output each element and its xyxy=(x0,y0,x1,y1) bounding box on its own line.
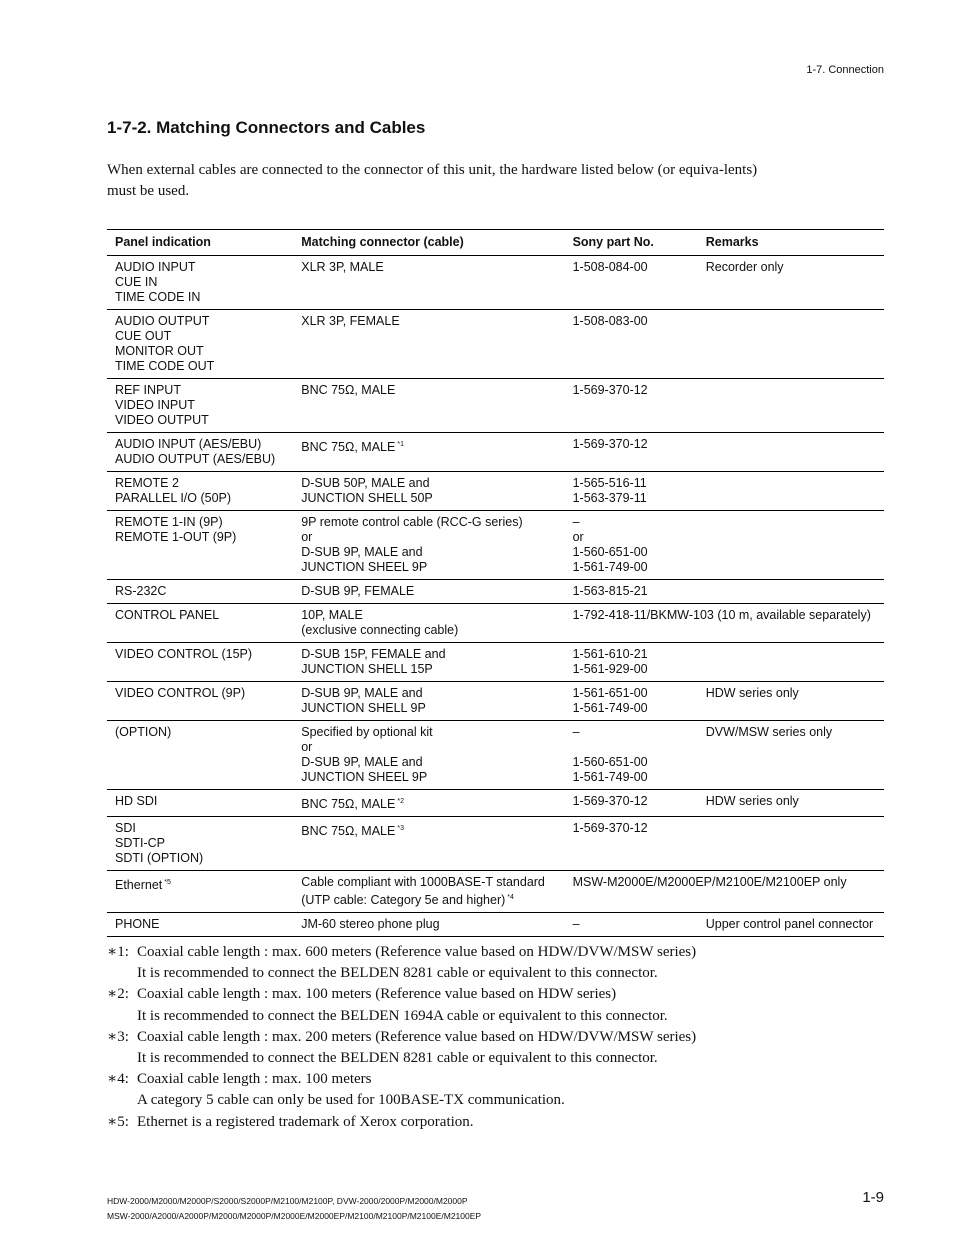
footnote-text: Ethernet is a registered trademark of Xerox corporation. xyxy=(137,1113,474,1130)
table-body xyxy=(107,256,884,937)
cell-matching-connector xyxy=(293,604,564,643)
table-row xyxy=(107,643,884,682)
cell-matching-connector xyxy=(293,379,564,433)
cell-part-number xyxy=(565,604,884,643)
cell-line-with-ref xyxy=(301,821,556,839)
cell-panel-indication xyxy=(107,511,293,580)
cell-line: JUNCTION SHEEL 9P xyxy=(301,770,428,784)
cell-line: CUE OUT xyxy=(115,329,172,343)
cell-part-number xyxy=(565,790,698,817)
cell-line: (UTP cable: Category 5e and higher) xyxy=(301,893,506,908)
cell-line: AUDIO INPUT xyxy=(115,260,196,274)
footnote-line xyxy=(107,1048,696,1069)
footnote-text: It is recommended to connect the BELDEN 8281 cable or equivalent to this connector. xyxy=(137,965,658,982)
cell-line: 1-563-379-11 xyxy=(572,491,647,505)
column-header-panel: Panel indication xyxy=(107,230,293,256)
cell-matching-connector xyxy=(293,871,564,913)
cell-line-with-ref xyxy=(301,794,556,812)
cell-line: BNC 75Ω, MALE xyxy=(301,440,396,455)
cell-remarks xyxy=(698,580,884,604)
table-row xyxy=(107,511,884,580)
table-row xyxy=(107,721,884,790)
cell-panel-indication xyxy=(107,817,293,871)
cell-remarks xyxy=(698,913,884,937)
cell-line: D-SUB 15P, FEMALE and xyxy=(301,647,446,661)
cell-matching-connector xyxy=(293,472,564,511)
cell-matching-connector xyxy=(293,433,564,472)
cell-part-number xyxy=(565,871,884,913)
cell-line: 1-569-370-12 xyxy=(572,437,648,451)
cell-line: (exclusive connecting cable) xyxy=(301,623,459,637)
cell-line: 1-569-370-12 xyxy=(572,794,648,808)
cell-matching-connector xyxy=(293,511,564,580)
cell-line: 1-563-815-21 xyxy=(572,584,648,598)
cell-part-number xyxy=(565,580,698,604)
cell-line: HDW series only xyxy=(705,794,799,808)
cell-part-number xyxy=(565,643,698,682)
footnote-line xyxy=(107,984,696,1005)
table-row xyxy=(107,256,884,310)
footnote-line xyxy=(107,1027,696,1048)
table-row xyxy=(107,472,884,511)
column-header-connector: Matching connector (cable) xyxy=(293,230,564,256)
cell-remarks xyxy=(698,472,884,511)
footnote-mark: ∗2: xyxy=(107,986,129,1003)
cell-part-number xyxy=(565,817,698,871)
cell-line: SDI xyxy=(115,821,136,836)
cell-remarks xyxy=(698,643,884,682)
cell-line: (OPTION) xyxy=(115,725,172,739)
cell-remarks xyxy=(698,817,884,871)
cell-line: 9P remote control cable (RCC-G series) xyxy=(301,515,523,529)
table-row xyxy=(107,913,884,937)
cell-line: 1-560-651-00 xyxy=(572,545,648,559)
cell-matching-connector xyxy=(293,913,564,937)
cell-matching-connector xyxy=(293,643,564,682)
footnote-reference: *1 xyxy=(397,441,404,448)
cell-line: HD SDI xyxy=(115,794,158,808)
cell-matching-connector xyxy=(293,790,564,817)
table-header-row xyxy=(107,230,884,256)
cell-line: Cable compliant with 1000BASE-T standard xyxy=(301,875,545,890)
cell-line-with-ref xyxy=(115,875,285,893)
cell-line: SDTI (OPTION) xyxy=(115,851,204,866)
cell-line: 1-508-083-00 xyxy=(572,314,648,328)
cell-line: PHONE xyxy=(115,917,160,932)
cell-line: – xyxy=(572,917,580,932)
cell-panel-indication xyxy=(107,790,293,817)
cell-line: 1-561-749-00 xyxy=(572,701,648,715)
table-row xyxy=(107,604,884,643)
cell-part-number xyxy=(565,433,698,472)
cell-panel-indication xyxy=(107,871,293,913)
running-head: 1-7. Connection xyxy=(806,64,884,76)
cell-line: JUNCTION SHELL 50P xyxy=(301,491,433,505)
footer-model-line: MSW-2000/A2000/A2000P/M2000/M2000P/M2000E/M2000EP/M2100/M2100P/M2100E/M2100EP xyxy=(107,1211,482,1221)
cell-line: 1-565-516-11 xyxy=(572,476,647,490)
table-row xyxy=(107,310,884,379)
footnote-mark: ∗5: xyxy=(107,1113,129,1130)
cell-line: REMOTE 1-OUT (9P) xyxy=(115,530,237,544)
footnote-text: It is recommended to connect the BELDEN 8281 cable or equivalent to this connector. xyxy=(137,1050,658,1067)
cell-line: BNC 75Ω, MALE xyxy=(301,824,396,839)
cell-line: CONTROL PANEL xyxy=(115,608,220,622)
cell-panel-indication xyxy=(107,913,293,937)
cell-panel-indication xyxy=(107,433,293,472)
footnote-mark xyxy=(107,1006,137,1027)
cell-remarks xyxy=(698,310,884,379)
cell-part-number xyxy=(565,682,698,721)
cell-line: Ethernet xyxy=(115,878,163,893)
cell-remarks xyxy=(698,379,884,433)
cell-line: 1-792-418-11/BKMW-103 (10 m, available separately) xyxy=(572,608,871,622)
cell-part-number xyxy=(565,913,698,937)
cell-line: VIDEO CONTROL (15P) xyxy=(115,647,253,661)
cell-line: D-SUB 9P, MALE and xyxy=(301,545,423,559)
cell-line: 1-569-370-12 xyxy=(572,821,648,836)
cell-line: VIDEO INPUT xyxy=(115,398,195,412)
cell-line: XLR 3P, MALE xyxy=(301,260,384,274)
footnote-line xyxy=(107,942,696,963)
cell-matching-connector xyxy=(293,817,564,871)
footnote-text: Coaxial cable length : max. 100 meters xyxy=(137,1071,372,1088)
cell-line: 1-508-084-00 xyxy=(572,260,648,274)
footnote-reference: *2 xyxy=(397,798,404,805)
cell-panel-indication xyxy=(107,310,293,379)
cell-part-number xyxy=(565,256,698,310)
footnote-line xyxy=(107,1112,696,1133)
footnote-line xyxy=(107,1090,696,1111)
table-row xyxy=(107,817,884,871)
footnote-reference: *4 xyxy=(507,894,514,902)
cell-matching-connector xyxy=(293,256,564,310)
footnote-mark xyxy=(107,963,137,984)
cell-panel-indication xyxy=(107,721,293,790)
cell-line: REMOTE 2 xyxy=(115,476,179,490)
footnote-mark: ∗4: xyxy=(107,1071,129,1088)
cell-matching-connector xyxy=(293,721,564,790)
cell-line: XLR 3P, FEMALE xyxy=(301,314,400,328)
cell-line: REMOTE 1-IN (9P) xyxy=(115,515,223,529)
table-row xyxy=(107,790,884,817)
cell-line: PARALLEL I/O (50P) xyxy=(115,491,232,505)
cell-remarks xyxy=(698,433,884,472)
cell-part-number xyxy=(565,511,698,580)
footnote-reference: *5 xyxy=(164,879,171,887)
cell-part-number xyxy=(565,310,698,379)
cell-part-number xyxy=(565,472,698,511)
cell-line: 1-561-749-00 xyxy=(572,560,648,574)
cell-matching-connector xyxy=(293,310,564,379)
footnote-mark: ∗3: xyxy=(107,1028,129,1045)
cell-line-with-ref xyxy=(301,890,556,908)
cell-line: 1-561-651-00 xyxy=(572,686,648,700)
footnote-reference: *3 xyxy=(397,825,404,833)
cell-panel-indication xyxy=(107,604,293,643)
footnote-line xyxy=(107,963,696,984)
footnotes xyxy=(107,942,696,1133)
cell-panel-indication xyxy=(107,472,293,511)
cell-panel-indication xyxy=(107,256,293,310)
cell-line: 1-561-749-00 xyxy=(572,770,648,784)
cell-line: or xyxy=(301,740,313,754)
cell-line: JUNCTION SHEEL 9P xyxy=(301,560,428,574)
cell-line: VIDEO OUTPUT xyxy=(115,413,209,427)
cell-panel-indication xyxy=(107,643,293,682)
cell-remarks xyxy=(698,682,884,721)
cell-line: TIME CODE IN xyxy=(115,290,201,304)
cell-line: VIDEO CONTROL (9P) xyxy=(115,686,246,700)
connector-table xyxy=(107,229,884,937)
cell-line: BNC 75Ω, MALE xyxy=(301,797,396,812)
cell-line: JUNCTION SHELL 9P xyxy=(301,701,426,715)
cell-line: MONITOR OUT xyxy=(115,344,204,358)
cell-line xyxy=(573,740,690,755)
table-row xyxy=(107,379,884,433)
cell-panel-indication xyxy=(107,379,293,433)
cell-line: AUDIO OUTPUT xyxy=(115,314,210,328)
column-header-part: Sony part No. xyxy=(565,230,698,256)
cell-line: Recorder only xyxy=(705,260,784,274)
cell-line: D-SUB 50P, MALE and xyxy=(301,476,430,490)
cell-line: CUE IN xyxy=(115,275,158,289)
intro-paragraph: When external cables are connected to the connector of this unit, the hardware listed below (or equiva-lents) must be used. xyxy=(107,162,758,199)
cell-line: D-SUB 9P, FEMALE xyxy=(301,584,415,598)
cell-matching-connector xyxy=(293,682,564,721)
cell-remarks xyxy=(698,511,884,580)
cell-line: – xyxy=(572,725,580,739)
cell-remarks xyxy=(698,721,884,790)
column-header-remarks: Remarks xyxy=(698,230,884,256)
footnote-text: Coaxial cable length : max. 100 meters (Reference value based on HDW series) xyxy=(137,986,617,1003)
cell-line: MSW-M2000E/M2000EP/M2100E/M2100EP only xyxy=(572,875,847,890)
footnote-mark xyxy=(107,1048,137,1069)
cell-line: BNC 75Ω, MALE xyxy=(301,383,396,397)
cell-line: 1-560-651-00 xyxy=(572,755,648,769)
cell-line: Specified by optional kit xyxy=(301,725,433,739)
footnote-text: A category 5 cable can only be used for 100BASE-TX communication. xyxy=(137,1092,565,1109)
cell-line: D-SUB 9P, MALE and xyxy=(301,755,423,769)
cell-line: or xyxy=(301,530,313,544)
cell-line: Upper control panel connector xyxy=(705,917,874,932)
cell-line: REF INPUT xyxy=(115,383,181,397)
page-number: 1-9 xyxy=(862,1189,884,1206)
cell-line: SDTI-CP xyxy=(115,836,165,851)
footnote-mark: ∗1: xyxy=(107,944,129,960)
table-row xyxy=(107,871,884,913)
cell-remarks xyxy=(698,790,884,817)
footnote-mark xyxy=(107,1090,137,1111)
footnote-text: Coaxial cable length : max. 600 meters (Reference value based on HDW/DVW/MSW series) xyxy=(137,944,697,960)
section-heading: 1-7-2. Matching Connectors and Cables xyxy=(107,118,426,137)
cell-part-number xyxy=(565,721,698,790)
cell-line: 10P, MALE xyxy=(301,608,363,622)
table-row xyxy=(107,682,884,721)
table-row xyxy=(107,433,884,472)
cell-panel-indication xyxy=(107,580,293,604)
table-row xyxy=(107,580,884,604)
cell-line: DVW/MSW series only xyxy=(705,725,833,739)
cell-line: – xyxy=(572,515,580,529)
cell-line: 1-561-929-00 xyxy=(572,662,648,676)
cell-matching-connector xyxy=(293,580,564,604)
cell-line: AUDIO INPUT (AES/EBU) xyxy=(115,437,262,451)
cell-line: D-SUB 9P, MALE and xyxy=(301,686,423,700)
cell-line: AUDIO OUTPUT (AES/EBU) xyxy=(115,452,276,466)
cell-line-with-ref xyxy=(301,437,556,455)
cell-remarks xyxy=(698,256,884,310)
footnote-text: Coaxial cable length : max. 200 meters (Reference value based on HDW/DVW/MSW series) xyxy=(137,1028,697,1045)
cell-panel-indication xyxy=(107,682,293,721)
cell-line: RS-232C xyxy=(115,584,167,598)
footnote-line xyxy=(107,1006,696,1027)
footnote-line xyxy=(107,1069,696,1090)
cell-part-number xyxy=(565,379,698,433)
cell-line: 1-561-610-21 xyxy=(572,647,648,661)
cell-line: or xyxy=(572,530,584,544)
footer-model-list xyxy=(107,1194,481,1224)
cell-line: JM-60 stereo phone plug xyxy=(301,917,440,932)
cell-line: JUNCTION SHELL 15P xyxy=(301,662,433,676)
footnote-text: It is recommended to connect the BELDEN 1694A cable or equivalent to this connector. xyxy=(137,1007,668,1024)
footer-model-line: HDW-2000/M2000/M2000P/S2000/S2000P/M2100/M2100P, DVW-2000/2000P/M2000/M2000P xyxy=(107,1196,468,1206)
cell-line: 1-569-370-12 xyxy=(572,383,648,397)
cell-line: HDW series only xyxy=(705,686,799,700)
cell-line: TIME CODE OUT xyxy=(115,359,215,373)
